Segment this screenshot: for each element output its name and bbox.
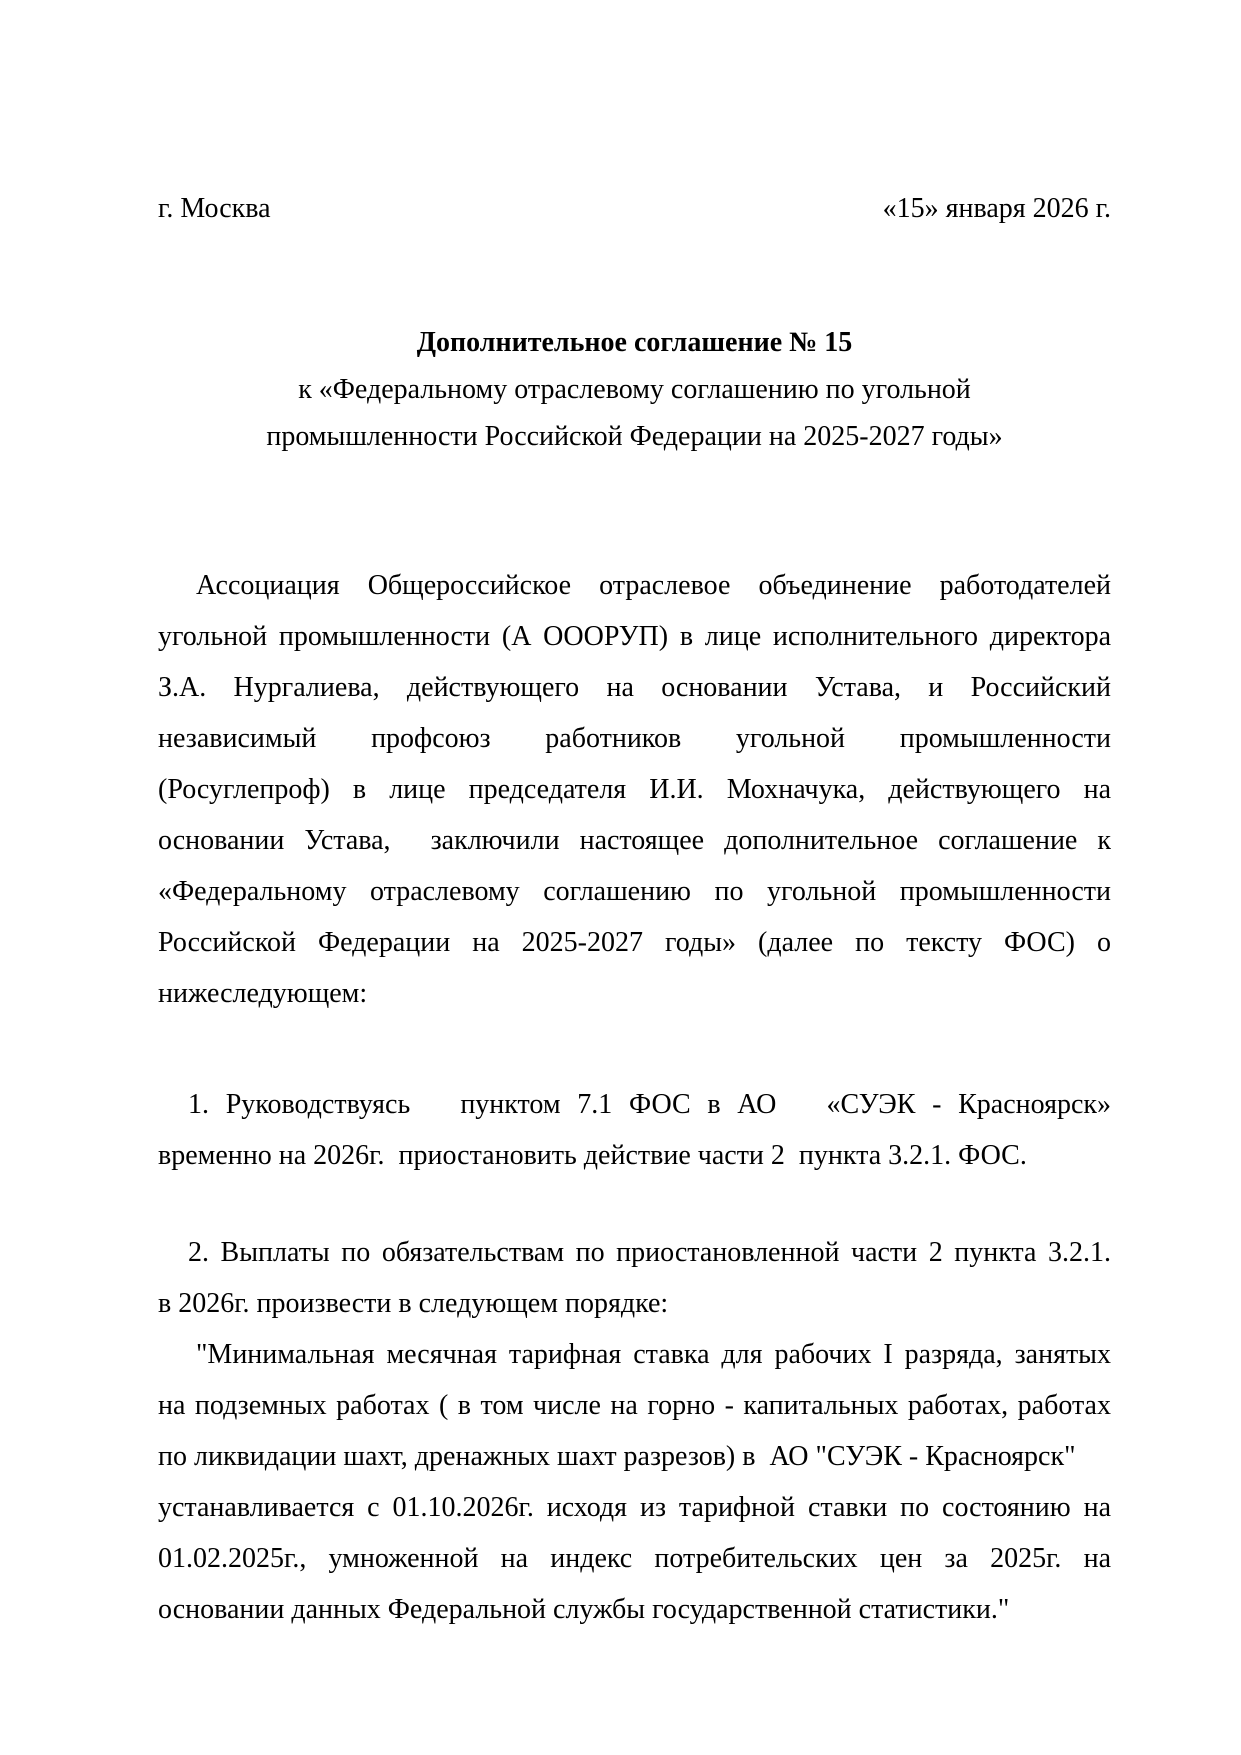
clause-2-paragraph [158,1227,1111,1329]
quoted-provision-paragraph [158,1329,1111,1635]
text-line: З.А. Нургалиева, действующего на основании Устава, и Российский [158,672,1111,703]
text-line: на подземных работах ( в том числе на горно - капитальных работах, работах [158,1390,1111,1421]
text-line: устанавливается с 01.10.2026г. исходя из тарифной ставки по состоянию на [158,1492,1111,1523]
clause-1-paragraph [158,1079,1111,1181]
text-line: Ассоциация Общероссийское отраслевое объединение работодателей [196,570,1111,601]
text-line: независимый профсоюз работников угольной промышленности [158,723,1111,754]
document-header [158,185,1111,232]
text-line: «Федеральному отраслевому соглашению по угольной промышленности [158,876,1111,907]
text-line: 01.02.2025г., умноженной на индекс потребительских цен за 2025г. на [158,1543,1111,1574]
title-line: Дополнительное соглашение № 15 [416,327,853,358]
preamble-paragraph [158,560,1111,1019]
text-line: (Росуглепроф) в лице председателя И.И. Мохначука, действующего на [158,774,1111,805]
document-title [158,319,1111,460]
text-line: Российской Федерации на 2025-2027 годы» (далее по тексту ФОС) о [158,927,1111,958]
text-line: нижеследующем: [158,978,368,1009]
text-line: в 2026г. произвести в следующем порядке: [158,1288,669,1319]
text-line: временно на 2026г. приостановить действие части 2 пункта 3.2.1. ФОС. [158,1140,1027,1171]
title-line: к «Федеральному отраслевому соглашению по угольной [298,374,971,405]
text-line: "Минимальная месячная тарифная ставка для рабочих I разряда, занятых [196,1339,1111,1370]
header-city: г. Москва [158,193,271,224]
header-date: «15» января 2026 г. [882,193,1111,224]
text-line: угольной промышленности (А ОООРУП) в лице исполнительного директора [158,621,1111,652]
text-line: основании данных Федеральной службы государственной статистики." [158,1594,1010,1625]
title-line: промышленности Российской Федерации на 2025-2027 годы» [266,421,1003,452]
text-line: по ликвидации шахт, дренажных шахт разрезов) в АО "СУЭК - Красноярск" [158,1441,1076,1472]
text-line: 1. Руководствуясь пунктом 7.1 ФОС в АО «СУЭК - Красноярск» [188,1089,1111,1120]
text-line: 2. Выплаты по обязательствам по приостановленной части 2 пункта 3.2.1. [188,1237,1111,1268]
text-line: основании Устава, заключили настоящее дополнительное соглашение к [158,825,1111,856]
